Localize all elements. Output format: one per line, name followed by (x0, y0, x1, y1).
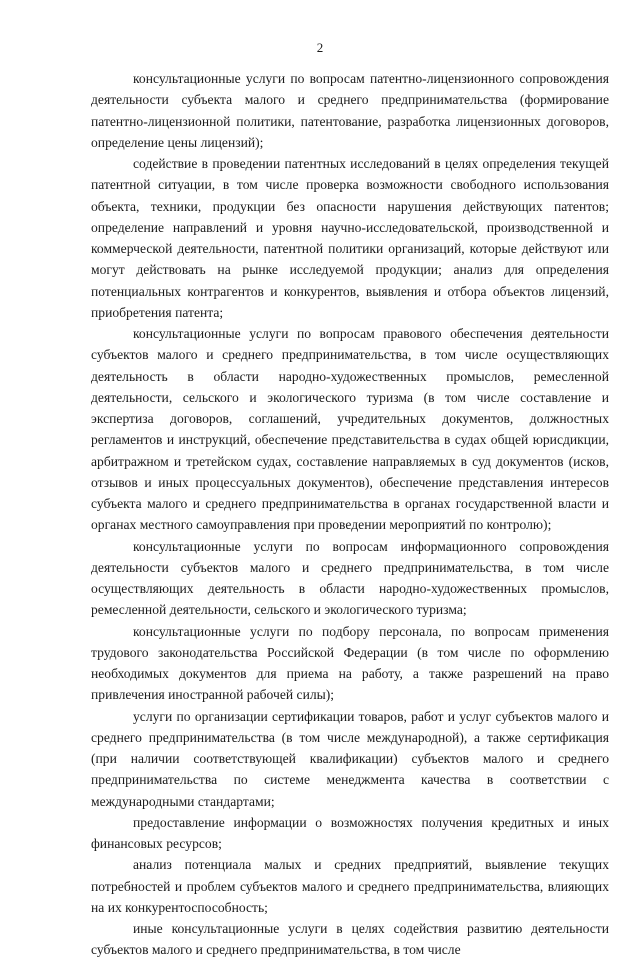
paragraph-information-support-consulting: консультационные услуги по вопросам информационного сопровождения деятельности субъектов малого и среднего предпринимательства, в том числе осуществляющих деятельность в области народно-художественных промыслов, ремесленной деятельности, сельского и экологического туризма; (91, 538, 609, 618)
paragraph-patent-research: содействие в проведении патентных исследований в целях определения текущей патентной ситуации, в том числе проверка возможности свободного использования объекта, техники, продукции без опасности нарушения действующих патентов; определение направлений и уровня научно-исследовательской, производственной и коммерческой деятельности, патентной политики организаций, которые действуют или могут действовать на рынке исследуемой продукции; анализ для определения потенциальных контрагентов и конкурентов, выявления и отбора объектов лицензий, приобретения патента; (91, 156, 609, 320)
paragraph-potential-analysis: анализ потенциала малых и средних предприятий, выявление текущих потребностей и проблем субъектов малого и среднего предпринимательства, влияющих на их конкурентоспособность; (91, 857, 609, 915)
paragraph-personnel-consulting: консультационные услуги по подбору персонала, по вопросам применения трудового законодательства Российской Федерации (в том числе по оформлению необходимых документов для приема на работу, а также разрешений на право привлечения иностранной рабочей силы); (91, 623, 609, 703)
paragraph-other-consulting: иные консультационные услуги в целях содействия развитию деятельности субъектов малого и среднего предпринимательства, в том числе (91, 921, 609, 958)
paragraph-financial-information: предоставление информации о возможностях получения кредитных и иных финансовых ресурсов; (91, 814, 609, 851)
paragraph-legal-support-consulting: консультационные услуги по вопросам правового обеспечения деятельности субъектов малого и среднего предпринимательства, в том числе осуществляющих деятельность в области народно-художественных промыслов, ремесленной деятельности, сельского и экологического туризма (в том числе составление и экспертиза договоров, соглашений, учредительных документов, должностных регламентов и инструкций, обеспечение представительства в судах общей юрисдикции, арбитражном и третейском судах, составление направляемых в суд документов (исков, отзывов и иных процессуальных документов), обеспечение представления интересов субъекта малого и среднего предпринимательства в органах государственной власти и органах местного самоуправления при проведении мероприятий по контролю); (91, 326, 609, 533)
page-number: 2 (316, 40, 324, 55)
paragraph-patent-licensing-consulting: консультационные услуги по вопросам патентно-лицензионного сопровождения деятельности субъекта малого и среднего предпринимательства (формирование патентно-лицензионной политики, патентование, разработка лицензионных договоров, определение цены лицензий); (91, 71, 609, 150)
document-body (91, 68, 609, 961)
paragraph-certification-services: услуги по организации сертификации товаров, работ и услуг субъектов малого и среднего предпринимательства (в том числе международной), а также сертификация (при наличии соответствующей квалификации) субъектов малого и среднего предпринимательства по системе менеджмента качества в соответствии с международными стандартами; (91, 708, 609, 809)
